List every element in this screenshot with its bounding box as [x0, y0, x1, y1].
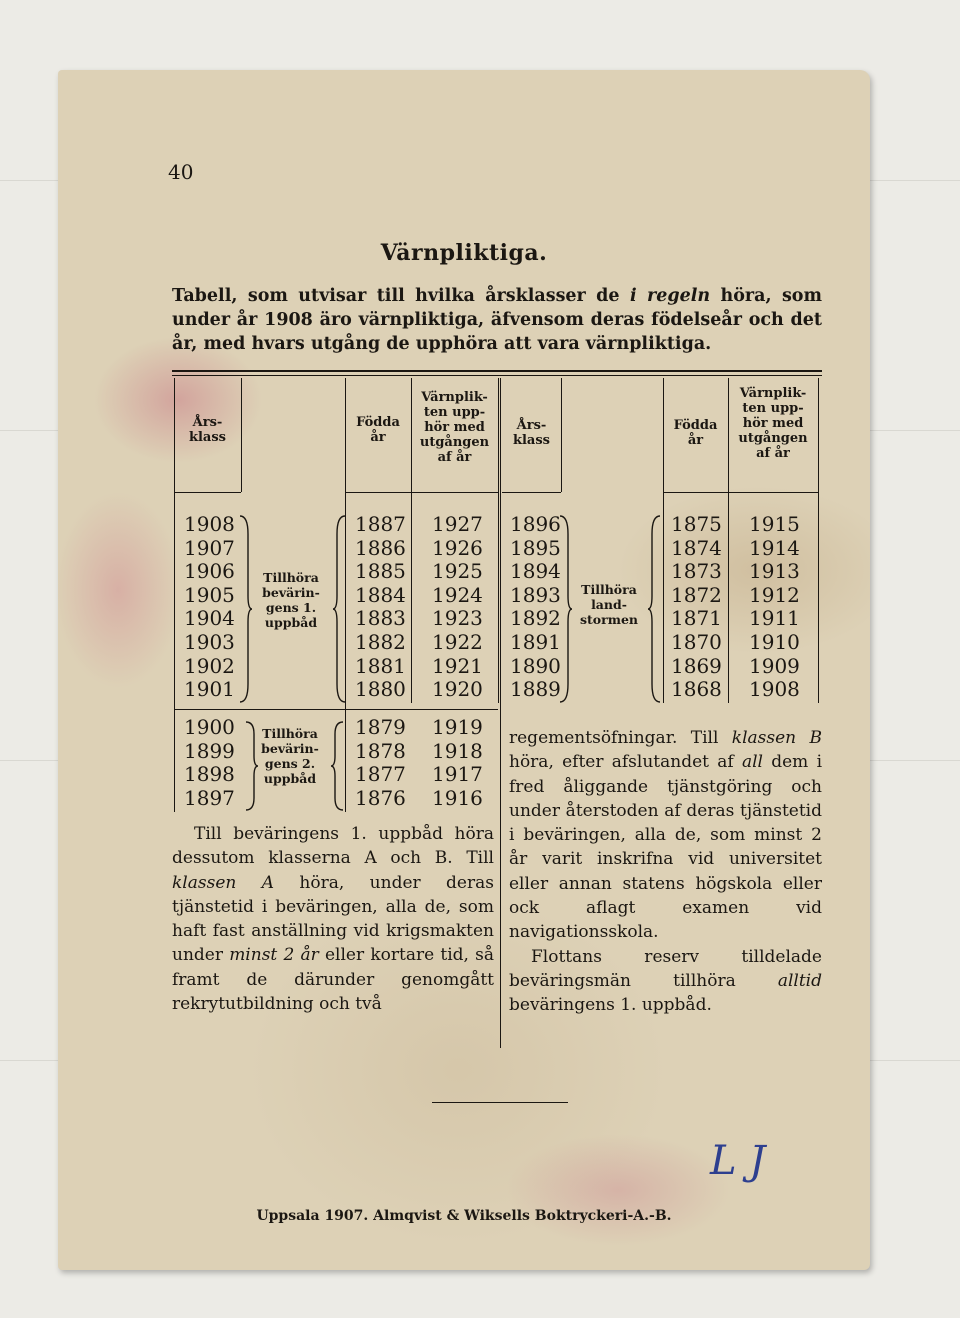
handwritten-note: L J [710, 1138, 766, 1184]
label-bevaringens-1: Tillhöra bevärin- gens 1. uppbåd [262, 570, 320, 630]
left-column-text: Till beväringens 1. uppbåd höra dessutom klasserna A och B. Till klassen A höra, under deras tjänstetid i beväringen, alla de, som haft fast anställning vid krigsmakten under minst 2 år eller kortare tid, så framt de därunder genomgått rekrytutbildning och två [172, 824, 494, 1015]
intro-text-a: Tabell, som utvisar till hvilka årsklasser de [172, 286, 630, 306]
printer-imprint: Uppsala 1907. Almqvist & Wiksells Boktryckeri-A.-B. [256, 1208, 672, 1224]
table-top-rule-2 [172, 375, 822, 376]
header-fodda-right: Födda år [673, 418, 718, 448]
intro-text-b: i regeln [629, 286, 711, 306]
years-right: 1896 1895 1894 1893 1892 1891 1890 1889 [510, 512, 561, 702]
label-landstormen: Tillhöra land- stormen [579, 582, 638, 627]
header-arsklass-left: Års- klass [188, 415, 226, 445]
brace-left-group1-b [331, 514, 347, 704]
brace-left-group2-b [329, 720, 345, 812]
ends-right: 1915 1914 1913 1912 1911 1910 1909 1908 [749, 512, 800, 702]
page-number: 40 [168, 160, 194, 184]
born-group1: 1887 1886 1885 1884 1883 1882 1881 1880 [355, 512, 406, 702]
header-arsklass-right: Års- klass [512, 418, 550, 448]
label-bevaringens-2: Tillhöra bevärin- gens 2. uppbåd [261, 726, 319, 786]
years-group2: 1900 1899 1898 1897 [184, 715, 235, 810]
book-page [58, 70, 870, 1270]
page-title: Värnpliktiga. [380, 240, 548, 266]
header-fodda-left: Födda år [356, 415, 400, 445]
header-varnplikt-right: Värnplik- ten upp- hör med utgången af år [738, 386, 808, 461]
right-column-text: regementsöfningar. Till klassen B höra, efter afslutandet af all dem i fred åliggande tjänstgöring och under återstoden af deras tjänstetid i beväringen, alla de, som minst 2 år varit inskrifna vid universitet eller annan statens högskola eller ock aflagt examen vid navigationsskola. Flottans reserv tilldelade beväringsmän tillhöra alltid beväringens 1. uppbåd. [509, 728, 823, 1016]
born-right: 1875 1874 1873 1872 1871 1870 1869 1868 [671, 512, 722, 702]
table-top-rule [172, 370, 822, 372]
intro-text-c: höra, som under år 1908 äro värnpliktiga, äfvensom deras födelseår och det år, med hvars utgång de upphöra att vara värnpliktiga. [172, 286, 822, 354]
years-group1: 1908 1907 1906 1905 1904 1903 1902 1901 [184, 512, 235, 702]
ends-group1: 1927 1926 1925 1924 1923 1922 1921 1920 [432, 512, 483, 702]
born-group2: 1879 1878 1877 1876 [355, 715, 406, 810]
ends-group2: 1919 1918 1917 1916 [432, 715, 483, 810]
intro-paragraph [172, 284, 822, 356]
brace-right-b [646, 514, 662, 704]
header-varnplikt-left: Värnplik- ten upp- hör med utgången af år [419, 390, 490, 465]
footer-divider [432, 1102, 568, 1103]
brace-left-group1 [238, 514, 254, 704]
